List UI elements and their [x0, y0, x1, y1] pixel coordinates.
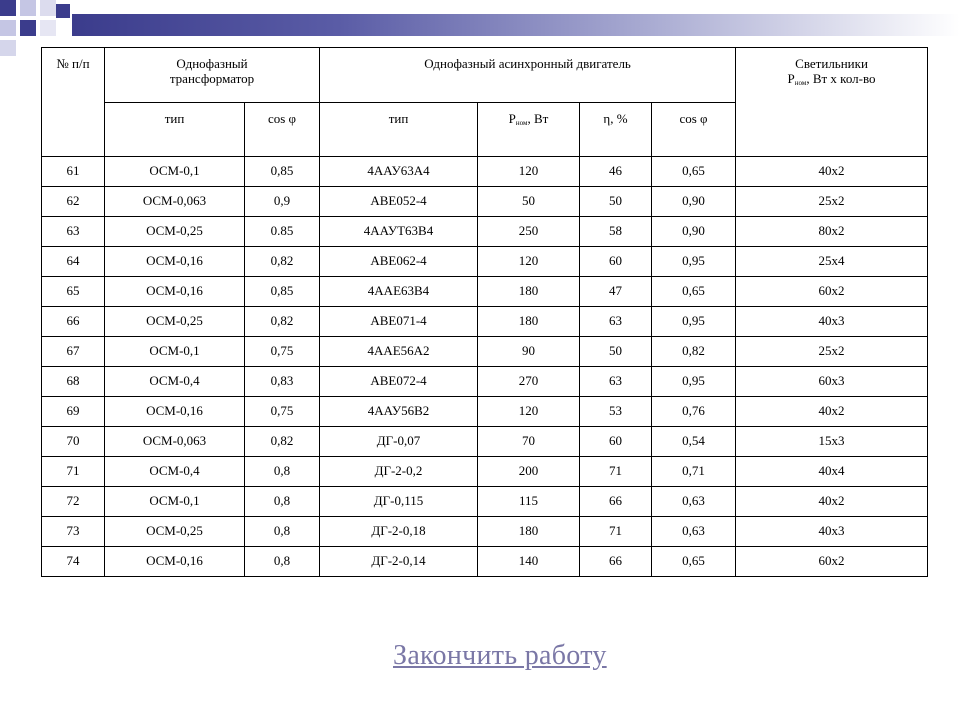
- cell-lamps: 80х2: [736, 217, 928, 247]
- lamps-title: Светильники: [795, 56, 868, 71]
- cell-transformer-type: ОСМ-0,4: [105, 457, 245, 487]
- cell-lamps: 60х2: [736, 547, 928, 577]
- cell-lamps: 40х2: [736, 397, 928, 427]
- cell-transformer-cos: 0.85: [245, 217, 320, 247]
- cell-motor-cos: 0,90: [652, 187, 736, 217]
- cell-transformer-type: ОСМ-0,25: [105, 517, 245, 547]
- cell-motor-eta: 50: [580, 337, 652, 367]
- cell-lamps: 60х2: [736, 277, 928, 307]
- cell-motor-power: 115: [478, 487, 580, 517]
- col-header-motor-eta: η, %: [580, 103, 652, 157]
- cell-motor-eta: 53: [580, 397, 652, 427]
- cell-motor-cos: 0,65: [652, 157, 736, 187]
- cell-motor-type: ДГ-2-0,18: [320, 517, 478, 547]
- cell-transformer-type: ОСМ-0,25: [105, 307, 245, 337]
- cell-lamps: 60х3: [736, 367, 928, 397]
- header-gradient-bar: [72, 14, 960, 36]
- cell-transformer-type: ОСМ-0,063: [105, 427, 245, 457]
- decor-square-dark-2: [20, 20, 36, 36]
- cell-motor-power: 50: [478, 187, 580, 217]
- cell-motor-power: 140: [478, 547, 580, 577]
- table-row: [42, 247, 928, 277]
- cell-motor-type: ДГ-0,07: [320, 427, 478, 457]
- cell-num: 68: [42, 367, 105, 397]
- table-row: [42, 517, 928, 547]
- cell-transformer-type: ОСМ-0,25: [105, 217, 245, 247]
- cell-transformer-type: ОСМ-0,1: [105, 487, 245, 517]
- cell-motor-cos: 0,95: [652, 247, 736, 277]
- cell-transformer-cos: 0,83: [245, 367, 320, 397]
- cell-transformer-type: ОСМ-0,4: [105, 367, 245, 397]
- col-header-num: № п/п: [42, 48, 105, 157]
- cell-motor-cos: 0,71: [652, 457, 736, 487]
- cell-motor-power: 200: [478, 457, 580, 487]
- cell-motor-type: АВЕ072-4: [320, 367, 478, 397]
- cell-lamps: 40х2: [736, 157, 928, 187]
- cell-motor-type: 4ААУ63А4: [320, 157, 478, 187]
- cell-num: 64: [42, 247, 105, 277]
- cell-num: 71: [42, 457, 105, 487]
- table-row: [42, 427, 928, 457]
- cell-motor-type: АВЕ052-4: [320, 187, 478, 217]
- cell-transformer-cos: 0,8: [245, 517, 320, 547]
- cell-motor-eta: 47: [580, 277, 652, 307]
- cell-motor-type: 4ААЕ56А2: [320, 337, 478, 367]
- cell-num: 62: [42, 187, 105, 217]
- cell-transformer-cos: 0,82: [245, 247, 320, 277]
- cell-motor-type: 4ААЕ63В4: [320, 277, 478, 307]
- cell-transformer-cos: 0,75: [245, 397, 320, 427]
- cell-num: 72: [42, 487, 105, 517]
- cell-motor-type: ДГ-2-0,2: [320, 457, 478, 487]
- cell-transformer-cos: 0,85: [245, 157, 320, 187]
- col-header-motor-type: тип: [320, 103, 478, 157]
- cell-transformer-cos: 0,9: [245, 187, 320, 217]
- cell-transformer-type: ОСМ-0,1: [105, 157, 245, 187]
- cell-num: 70: [42, 427, 105, 457]
- decor-square-dark-3: [56, 4, 70, 18]
- cell-motor-eta: 66: [580, 487, 652, 517]
- cell-motor-type: АВЕ071-4: [320, 307, 478, 337]
- cell-transformer-type: ОСМ-0,16: [105, 547, 245, 577]
- table-row: [42, 187, 928, 217]
- cell-motor-cos: 0,65: [652, 547, 736, 577]
- header-row-1: [42, 48, 928, 103]
- col-header-motor: Однофазный асинхронный двигатель: [320, 48, 736, 103]
- cell-num: 74: [42, 547, 105, 577]
- cell-motor-eta: 50: [580, 187, 652, 217]
- decor-square-light-2: [40, 0, 56, 16]
- cell-num: 65: [42, 277, 105, 307]
- table-row: [42, 457, 928, 487]
- cell-motor-type: 4ААУ56В2: [320, 397, 478, 427]
- finish-work-link[interactable]: Закончить работу: [393, 640, 607, 671]
- cell-lamps: 15х3: [736, 427, 928, 457]
- cell-num: 67: [42, 337, 105, 367]
- col-header-transformer-type: тип: [105, 103, 245, 157]
- cell-transformer-type: ОСМ-0,063: [105, 187, 245, 217]
- cell-motor-power: 70: [478, 427, 580, 457]
- col-header-transformer-cos: cos φ: [245, 103, 320, 157]
- cell-lamps: 25х2: [736, 337, 928, 367]
- cell-num: 63: [42, 217, 105, 247]
- cell-transformer-cos: 0,8: [245, 457, 320, 487]
- table-row: [42, 337, 928, 367]
- cell-motor-eta: 58: [580, 217, 652, 247]
- cell-motor-cos: 0,90: [652, 217, 736, 247]
- cell-motor-cos: 0,95: [652, 367, 736, 397]
- data-table: [41, 47, 928, 577]
- cell-motor-eta: 60: [580, 427, 652, 457]
- cell-transformer-type: ОСМ-0,16: [105, 397, 245, 427]
- cell-motor-power: 180: [478, 517, 580, 547]
- cell-motor-power: 250: [478, 217, 580, 247]
- cell-num: 69: [42, 397, 105, 427]
- cell-motor-eta: 71: [580, 457, 652, 487]
- cell-transformer-cos: 0,85: [245, 277, 320, 307]
- col-header-transformer: Однофазный трансформатор: [105, 48, 320, 103]
- cell-motor-power: 120: [478, 397, 580, 427]
- table-row: [42, 277, 928, 307]
- cell-motor-power: 90: [478, 337, 580, 367]
- cell-lamps: 25х2: [736, 187, 928, 217]
- cell-motor-power: 120: [478, 247, 580, 277]
- table-row: [42, 397, 928, 427]
- cell-motor-cos: 0,95: [652, 307, 736, 337]
- cell-transformer-cos: 0,8: [245, 487, 320, 517]
- cell-motor-cos: 0,63: [652, 487, 736, 517]
- cell-num: 66: [42, 307, 105, 337]
- cell-motor-power: 180: [478, 307, 580, 337]
- col-header-motor-power: $Р_{ном}$, Вт: [478, 103, 580, 157]
- decor-square-light-4: [40, 20, 56, 36]
- cell-lamps: 40х3: [736, 517, 928, 547]
- cell-motor-cos: 0,65: [652, 277, 736, 307]
- cell-motor-type: ДГ-2-0,14: [320, 547, 478, 577]
- cell-motor-type: 4ААУТ63В4: [320, 217, 478, 247]
- cell-transformer-cos: 0,8: [245, 547, 320, 577]
- cell-motor-eta: 66: [580, 547, 652, 577]
- table-row: [42, 157, 928, 187]
- cell-motor-eta: 63: [580, 367, 652, 397]
- cell-lamps: 40х4: [736, 457, 928, 487]
- col-header-motor-cos: cos φ: [652, 103, 736, 157]
- cell-motor-power: 180: [478, 277, 580, 307]
- cell-transformer-cos: 0,75: [245, 337, 320, 367]
- decor-square-light-5: [0, 40, 16, 56]
- cell-motor-cos: 0,63: [652, 517, 736, 547]
- cell-motor-cos: 0,82: [652, 337, 736, 367]
- cell-transformer-type: ОСМ-0,16: [105, 277, 245, 307]
- col-header-lamps: Светильники $Р_{ном}$, Вт х кол-во: [736, 48, 928, 157]
- cell-transformer-type: ОСМ-0,16: [105, 247, 245, 277]
- cell-motor-power: 270: [478, 367, 580, 397]
- table-row: [42, 307, 928, 337]
- cell-motor-eta: 60: [580, 247, 652, 277]
- decor-square-light-1: [20, 0, 36, 16]
- cell-motor-eta: 63: [580, 307, 652, 337]
- cell-motor-eta: 71: [580, 517, 652, 547]
- cell-motor-power: 120: [478, 157, 580, 187]
- cell-lamps: 40х3: [736, 307, 928, 337]
- table-row: [42, 367, 928, 397]
- cell-lamps: 25х4: [736, 247, 928, 277]
- cell-num: 61: [42, 157, 105, 187]
- cell-transformer-type: ОСМ-0,1: [105, 337, 245, 367]
- cell-transformer-cos: 0,82: [245, 307, 320, 337]
- cell-motor-type: ДГ-0,115: [320, 487, 478, 517]
- table-row: [42, 487, 928, 517]
- cell-motor-cos: 0,54: [652, 427, 736, 457]
- decor-square-light-3: [0, 20, 16, 36]
- cell-motor-cos: 0,76: [652, 397, 736, 427]
- cell-motor-type: АВЕ062-4: [320, 247, 478, 277]
- table-row: [42, 217, 928, 247]
- cell-motor-eta: 46: [580, 157, 652, 187]
- cell-lamps: 40х2: [736, 487, 928, 517]
- table-row: [42, 547, 928, 577]
- cell-transformer-cos: 0,82: [245, 427, 320, 457]
- decor-square-dark-1: [0, 0, 16, 16]
- cell-num: 73: [42, 517, 105, 547]
